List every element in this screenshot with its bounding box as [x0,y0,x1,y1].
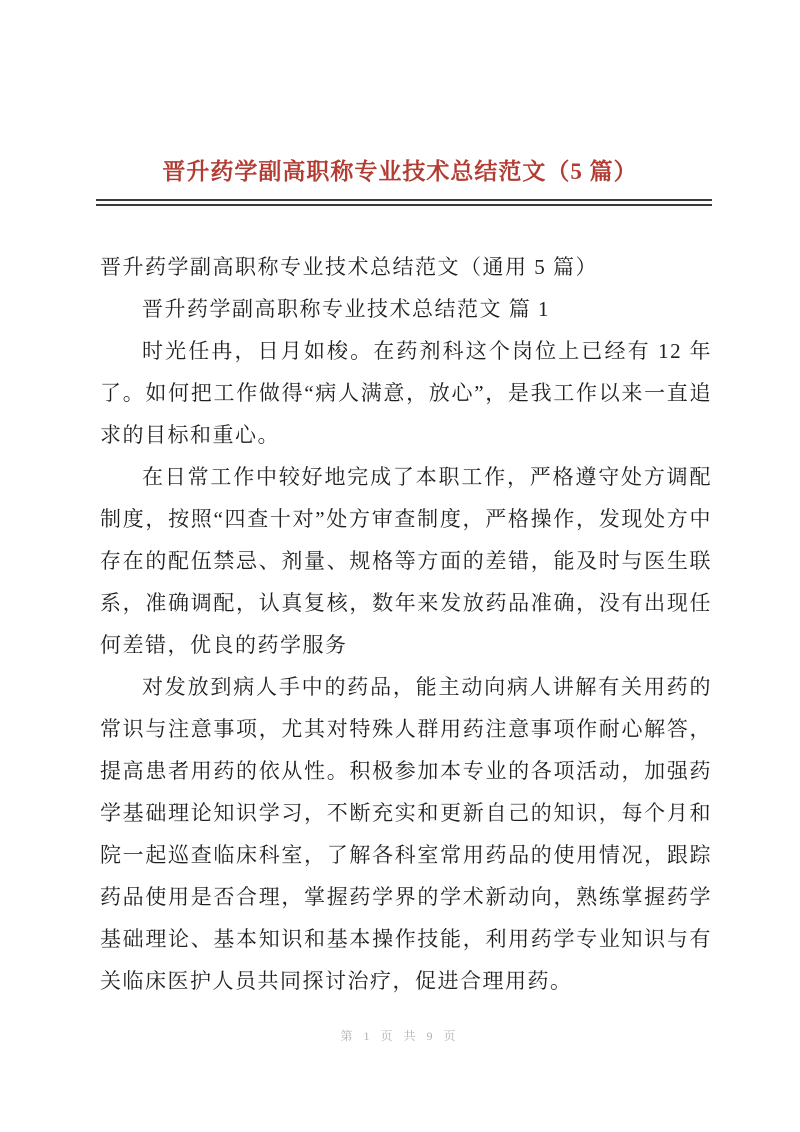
title-divider-line [96,199,712,206]
paragraph: 在日常工作中较好地完成了本职工作，严格遵守处方调配制度，按照“四查十对”处方审查制度，严格操作，发现处方中存在的配伍禁忌、剂量、规格等方面的差错，能及时与医生联系，准确调配，认真复核，数年来发放药品准确，没有出现任何差错，优良的药学服务 [100,465,712,657]
document-title: 晋升药学副高职称专业技术总结范文（5 篇） [162,159,638,184]
page-number-footer: 第 1 页 共 9 页 [340,1029,460,1043]
paragraph: 对发放到病人手中的药品，能主动向病人讲解有关用药的常识与注意事项，尤其对特殊人群用药注意事项作耐心解答，提高患者用药的依从性。积极参加本专业的各项活动，加强药学基础理论知识学习，不断充实和更新自己的知识，每个月和院一起巡查临床科室，了解各科室常用药品的使用情况，跟踪药品使用是否合理，掌握药学界的学术新动向，熟练掌握药学基础理论、基本知识和基本操作技能，利用药学专业知识与有关临床医护人员共同探讨治疗，促进合理用药。 [100,675,712,993]
paragraph-section-heading: 晋升药学副高职称专业技术总结范文 篇 1 [142,297,550,321]
paragraph-subtitle: 晋升药学副高职称专业技术总结范文（通用 5 篇） [100,255,598,279]
document-body [100,246,712,1002]
paragraph: 时光任冉，日月如梭。在药剂科这个岗位上已经有 12 年了。如何把工作做得“病人满意，放心”，是我工作以来一直追求的目标和重心。 [100,339,712,447]
